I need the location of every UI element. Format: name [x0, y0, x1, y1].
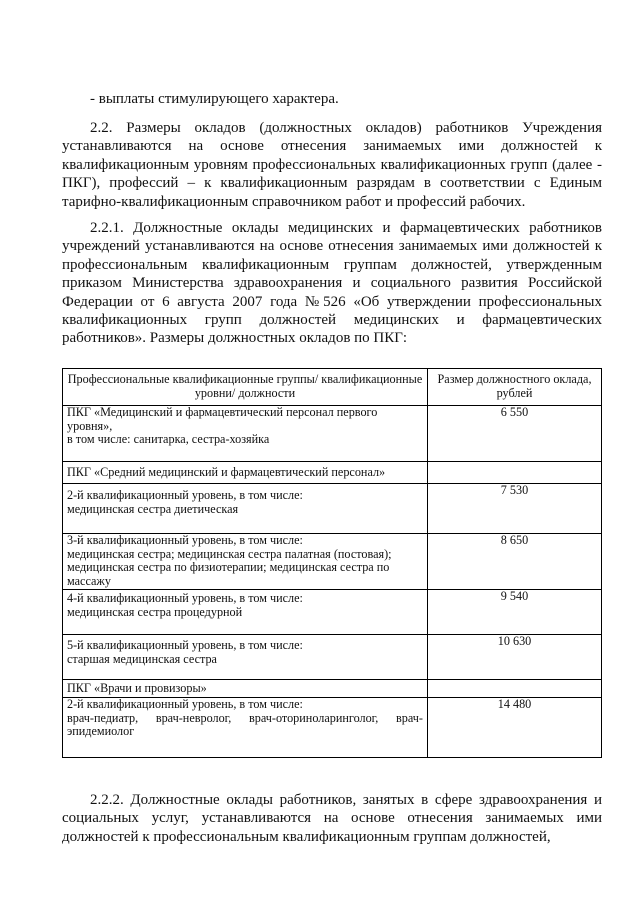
row-name: 2-й квалификационный уровень, в том числе: врач-педиатр, врач-невролог, врач-оториноларинголог, врач-эпидемиолог: [63, 698, 428, 758]
row-value: 6 550: [428, 406, 602, 462]
row-value: [428, 680, 602, 698]
row-name: 5-й квалификационный уровень, в том числе: старшая медицинская сестра: [63, 635, 428, 680]
table-row: [63, 406, 602, 462]
table-row: [63, 462, 602, 484]
intro-line: - выплаты стимулирующего характера.: [90, 91, 339, 107]
paragraph-2-2-1: [62, 219, 602, 348]
row-value: 10 630: [428, 635, 602, 680]
row-value: [428, 462, 602, 484]
row-value: 9 540: [428, 590, 602, 635]
paragraph-2-2: [62, 119, 602, 211]
table-row: [63, 590, 602, 635]
row-name: ПКГ «Врачи и провизоры»: [63, 680, 428, 698]
paragraph-2-2-2: [62, 791, 602, 846]
table-row: [63, 534, 602, 590]
header-groups: Профессиональные квалификационные группы/ квалификационные уровни/ должности: [63, 369, 428, 406]
row-value: 7 530: [428, 484, 602, 534]
header-salary: Размер должностного оклада, рублей: [428, 369, 602, 406]
row-name: 3-й квалификационный уровень, в том числе: медицинская сестра; медицинская сестра палатная (постовая); медицинская сестра по физиотерапии; медицинская сестра по массажу: [63, 534, 428, 590]
table-row: [63, 484, 602, 534]
row-name: 4-й квалификационный уровень, в том числе: медицинская сестра процедурной: [63, 590, 428, 635]
row-name: ПКГ «Медицинский и фармацевтический персонал первого уровня», в том числе: санитарка, сестра-хозяйка: [63, 406, 428, 462]
paragraph-2-2-2-text: 2.2.2. Должностные оклады работников, занятых в сфере здравоохранения и социальных услуг, устанавливаются на основе отнесения занимаемых ими должностей к профессиональным квалификационным группам должностей,: [62, 792, 602, 845]
table-row: [63, 698, 602, 758]
row-value: 8 650: [428, 534, 602, 590]
table-header-row: [63, 369, 602, 406]
salary-table: [62, 368, 602, 758]
row-name: 2-й квалификационный уровень, в том числе: медицинская сестра диетическая: [63, 484, 428, 534]
paragraph-2-2-text: 2.2. Размеры окладов (должностных окладов) работников Учреждения устанавливаются на основе отнесения занимаемых ими должностей к квалификационным уровням профессиональных квалификационных групп (далее - ПКГ), профессий – к квалификационным разрядам в соответствии с Единым тарифно-квалификационным справочником работ и профессий рабочих.: [62, 120, 602, 210]
paragraph-2-2-1-text: 2.2.1. Должностные оклады медицинских и фармацевтических работников учреждений устанавливаются на основе отнесения занимаемых ими должностей к профессиональным квалификационным группам должностей, утвержденным приказом Министерства здравоохранения и социального развития Российской Федерации от 6 августа 2007 года №526 «Об утверждении профессиональных квалификационных групп должностей медицинских и фармацевтических работников». Размеры должностных окладов по ПКГ:: [62, 220, 602, 347]
row-value: 14 480: [428, 698, 602, 758]
table-row: [63, 680, 602, 698]
row-name: ПКГ «Средний медицинский и фармацевтический персонал»: [63, 462, 428, 484]
table-row: [63, 635, 602, 680]
